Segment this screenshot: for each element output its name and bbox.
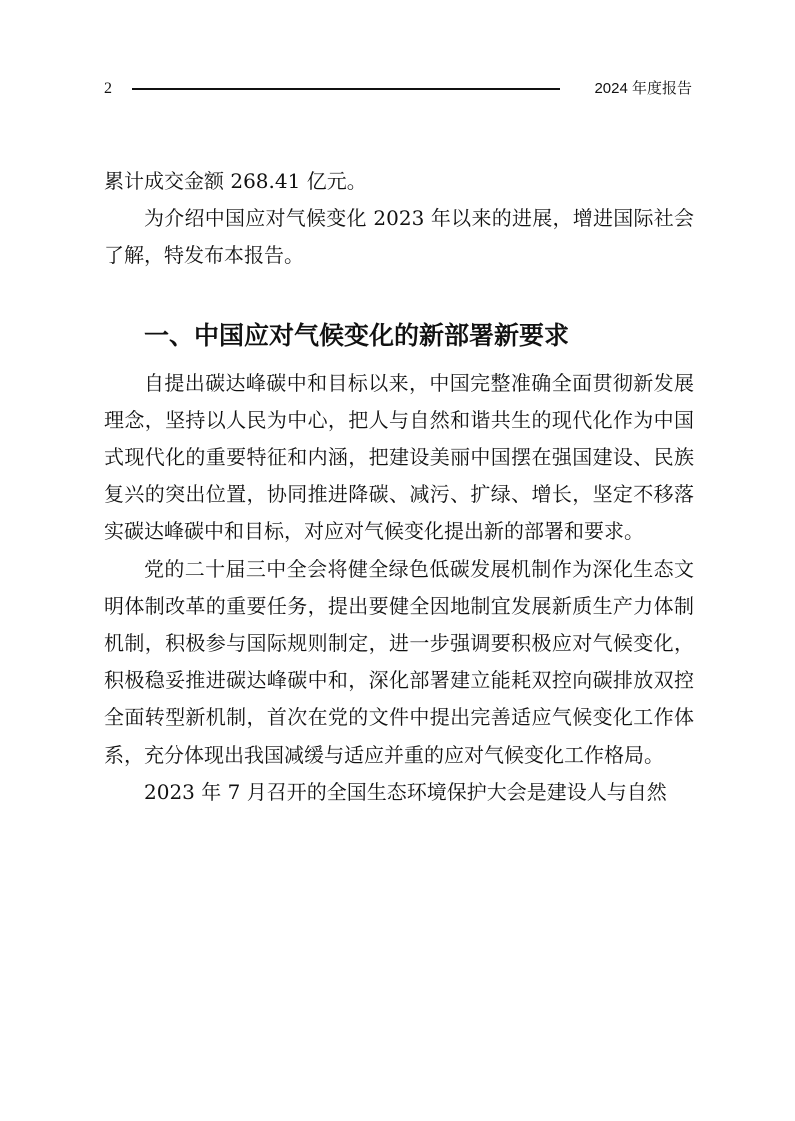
body-paragraph: 党的二十届三中全会将健全绿色低碳发展机制作为深化生态文明体制改革的重要任务，提出要健全因地制宜发展新质生产力体制机制，积极参与国际规则制定，进一步强调要积极应对气候变化，积极稳妥推进碳达峰碳中和，深化部署建立能耗双控向碳排放双控全面转型新机制，首次在党的文件中提出完善适应气候变化工作体系，充分体现出我国减缓与适应并重的应对气候变化工作格局。 bbox=[104, 556, 694, 767]
body-paragraph: 自提出碳达峰碳中和目标以来，中国完整准确全面贯彻新发展理念，坚持以人民为中心，把人与自然和谐共生的现代化作为中国式现代化的重要特征和内涵，把建设美丽中国摆在强国建设、民族复兴的突出位置，协同推进降碳、减污、扩绿、增长，坚定不移落实碳达峰碳中和目标，对应对气候变化提出新的部署和要求。 bbox=[104, 370, 694, 544]
header-title: 2024 年度报告 bbox=[594, 80, 692, 97]
intro-purpose-paragraph: 为介绍中国应对气候变化 2023 年以来的进展，增进国际社会了解，特发布本报告。 bbox=[104, 206, 694, 268]
section-title: 一、中国应对气候变化的新部署新要求 bbox=[144, 320, 570, 350]
document-body bbox=[104, 163, 694, 811]
body-paragraph: 2023 年 7 月召开的全国生态环境保护大会是建设人与自然 bbox=[144, 779, 667, 804]
page-number: 2 bbox=[104, 80, 112, 97]
page-header bbox=[104, 77, 692, 101]
header-rule bbox=[132, 88, 560, 90]
intro-continuation: 累计成交金额 268.41 亿元。 bbox=[104, 169, 367, 193]
